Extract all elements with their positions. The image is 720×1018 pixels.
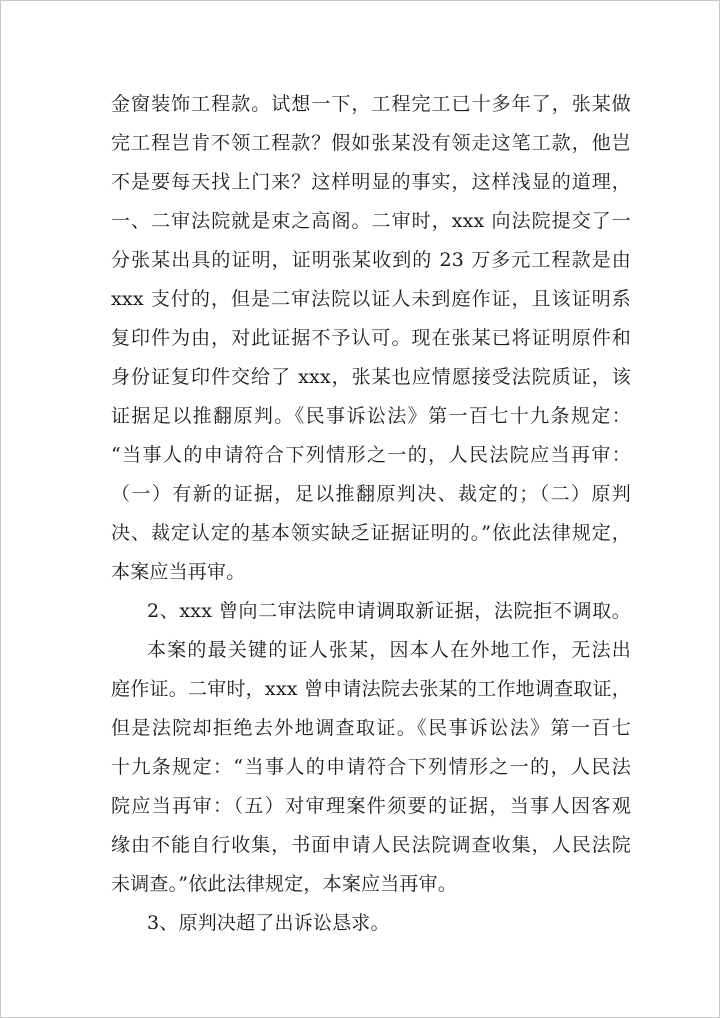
section-heading-2: 2、xxx 曾向二审法院申请调取新证据，法院拒不调取。 [147, 600, 631, 622]
text-line: 庭作证。二审时，xxx 曾申请法院去张某的工作地调查取证， [111, 678, 631, 700]
text-line: （一）有新的证据，足以推翻原判决、裁定的；（二）原判 [111, 483, 631, 505]
text-line: 不是要每天找上门来？这样明显的事实，这样浅显的道理， [111, 171, 631, 193]
text-line: 证据足以推翻原判。《民事诉讼法》第一百七十九条规定： [111, 405, 631, 427]
text-line: 一、二审法院就是束之高阁。二审时，xxx 向法院提交了一 [111, 210, 631, 232]
text-line: xxx 支付的，但是二审法院以证人未到庭作证，且该证明系 [111, 288, 631, 310]
paragraph-first-line: 本案的最关键的证人张某，因本人在外地工作，无法出 [147, 639, 631, 661]
text-line: 金窗装饰工程款。试想一下，工程完工已十多年了，张某做 [111, 93, 631, 115]
text-line: 但是法院却拒绝去外地调查取证。《民事诉讼法》第一百七 [111, 717, 631, 739]
text-line: 完工程岂肯不领工程款？假如张某没有领走这笔工款，他岂 [111, 132, 631, 154]
section-heading-3: 3、原判决超了出诉讼恳求。 [147, 912, 390, 934]
text-line: 复印件为由，对此证据不予认可。现在张某已将证明原件和 [111, 327, 631, 349]
text-line: 决、裁定认定的基本领实缺乏证据证明的。”依此法律规定， [111, 522, 631, 544]
text-line: 院应当再审：（五）对审理案件须要的证据，当事人因客观 [111, 795, 631, 817]
text-line: 身份证复印件交给了 xxx，张某也应情愿接受法院质证，该 [111, 366, 631, 388]
text-line: 缘由不能自行收集，书面申请人民法院调查收集，人民法院 [111, 834, 631, 856]
text-line: 十九条规定：“当事人的申请符合下列情形之一的，人民法 [111, 756, 631, 778]
paragraph-end-line: 未调查。”依此法律规定，本案应当再审。 [111, 873, 458, 895]
paragraph-end-line: 本案应当再审。 [111, 561, 246, 583]
quote-line: “当事人的申请符合下列情形之一的，人民法院应当再审： [111, 444, 631, 466]
text-line: 分张某出具的证明，证明张某收到的 23 万多元工程款是由 [111, 249, 631, 271]
